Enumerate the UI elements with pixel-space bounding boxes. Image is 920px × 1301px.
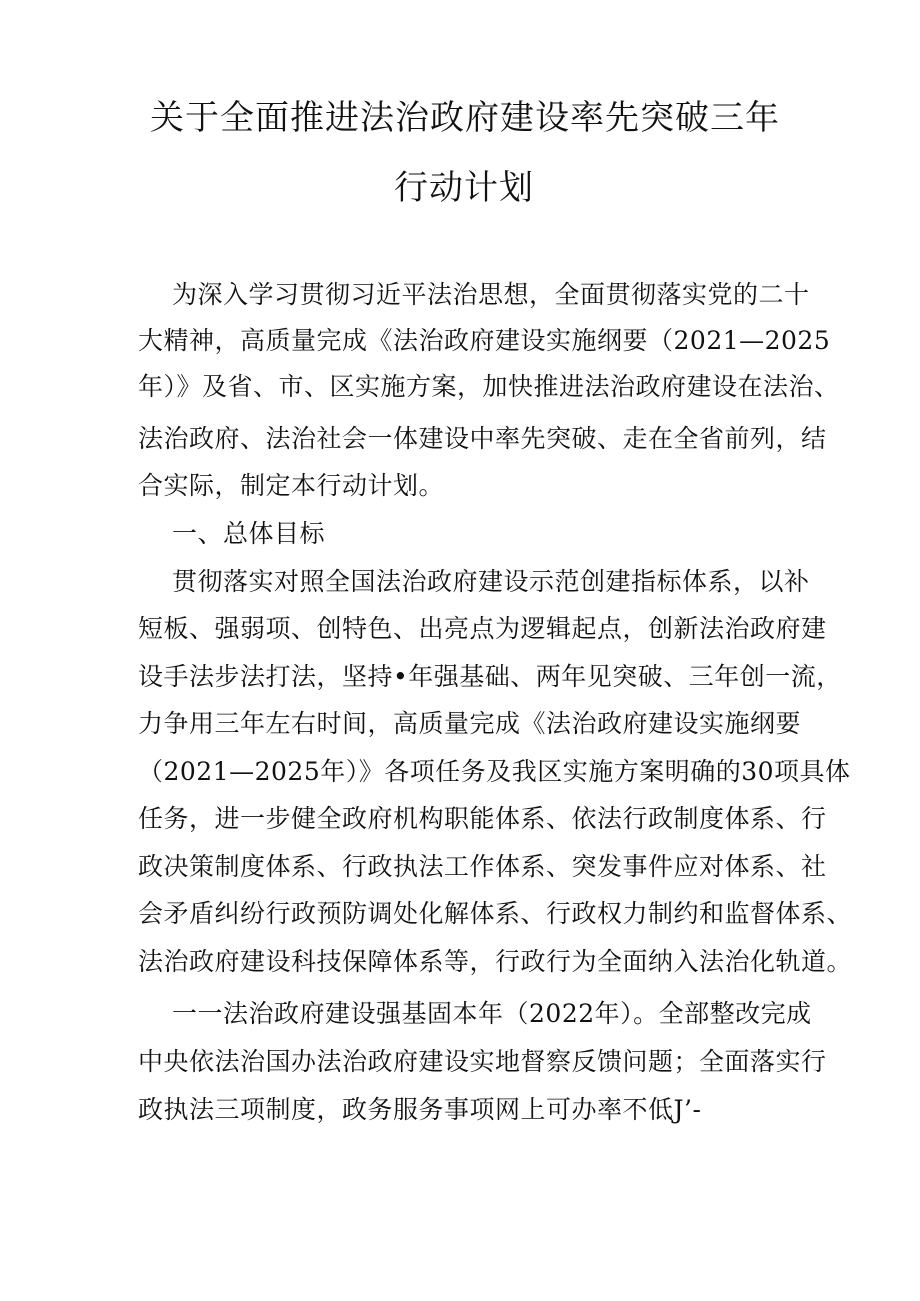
- document-title-line1: 关于全面推进法治政府建设率先突破三年: [150, 98, 780, 138]
- paragraph-line: 任务，进一步健全政府机构职能体系、依法行政制度体系、行: [138, 804, 827, 833]
- paragraph-line: 短板、强弱项、创特色、出亮点为逻辑起点，创新法治政府建: [138, 614, 827, 643]
- paragraph-line: 一一法治政府建设强基固本年（2022年）。全部整改完成: [172, 999, 812, 1028]
- section-heading: 一、总体目标: [172, 519, 326, 548]
- paragraph-line: 政执法三项制度，政务服务事项网上可办率不低J’-: [138, 1095, 702, 1124]
- paragraph-line: 大精神，高质量完成《法治政府建设实施纲要（2021—2025: [138, 326, 831, 355]
- paragraph-line: 法治政府、法治社会一体建设中率先突破、走在全省前列，结: [138, 424, 827, 453]
- paragraph-line: （2021—2025年）》各项任务及我区实施方案明确的30项具体: [138, 757, 851, 786]
- paragraph-line: 法治政府建设科技保障体系等，行政行为全面纳入法治化轨道。: [138, 947, 853, 976]
- paragraph-line: 力争用三年左右时间，高质量完成《法治政府建设实施纲要: [138, 709, 802, 738]
- paragraph-line: 中央依法治国办法治政府建设实地督察反馈问题；全面落实行: [138, 1047, 827, 1076]
- paragraph-line: 贯彻落实对照全国法治政府建设示范创建指标体系，以补: [172, 567, 810, 596]
- document-title-line2: 行动计划: [394, 168, 534, 208]
- paragraph-line: 设手法步法打法，坚持•年强基础、两年见突破、三年创一流，: [138, 662, 842, 691]
- paragraph-line: 会矛盾纠纷行政预防调处化解体系、行政权力制约和监督体系、: [138, 899, 853, 928]
- paragraph-line: 合实际，制定本行动计划。: [138, 471, 445, 500]
- paragraph-line: 为深入学习贯彻习近平法治思想，全面贯彻落实党的二十: [172, 280, 810, 309]
- paragraph-line: 政决策制度体系、行政执法工作体系、突发事件应对体系、社: [138, 852, 827, 881]
- paragraph-line: 年）》及省、市、区实施方案，加快推进法治政府建设在法治、: [138, 372, 840, 401]
